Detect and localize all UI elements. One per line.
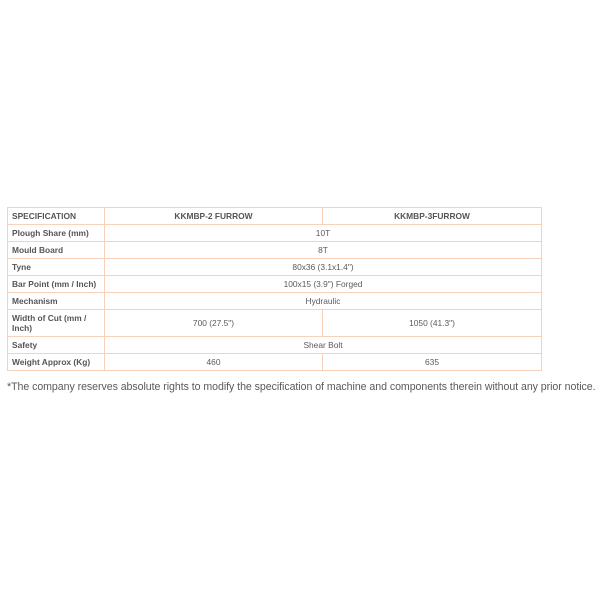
model-header-2-furrow: KKMBP-2 FURROW <box>105 208 323 225</box>
table-row <box>8 354 542 371</box>
table-row <box>8 259 542 276</box>
table-row <box>8 276 542 293</box>
row-label-bar-point: Bar Point (mm / Inch) <box>8 276 105 293</box>
value-mould-board: 8T <box>105 242 542 259</box>
value-tyne: 80x36 (3.1x1.4") <box>105 259 542 276</box>
value-width-of-cut-2-furrow: 700 (27.5") <box>105 310 323 337</box>
value-weight-2-furrow: 460 <box>105 354 323 371</box>
table-header-row <box>8 208 542 225</box>
specification-table <box>7 207 542 371</box>
row-label-tyne: Tyne <box>8 259 105 276</box>
table-row <box>8 242 542 259</box>
specification-header: SPECIFICATION <box>8 208 105 225</box>
row-label-width-of-cut: Width of Cut (mm / Inch) <box>8 310 105 337</box>
value-plough-share: 10T <box>105 225 542 242</box>
row-label-mould-board: Mould Board <box>8 242 105 259</box>
table-row <box>8 310 542 337</box>
value-safety: Shear Bolt <box>105 337 542 354</box>
table-row <box>8 337 542 354</box>
table-row <box>8 293 542 310</box>
disclaimer-note: *The company reserves absolute rights to modify the specification of machine and components therein without any prior notice. <box>7 381 596 393</box>
model-header-3-furrow: KKMBP-3FURROW <box>323 208 542 225</box>
value-weight-3-furrow: 635 <box>323 354 542 371</box>
row-label-plough-share: Plough Share (mm) <box>8 225 105 242</box>
table-row <box>8 225 542 242</box>
row-label-weight: Weight Approx (Kg) <box>8 354 105 371</box>
row-label-safety: Safety <box>8 337 105 354</box>
value-width-of-cut-3-furrow: 1050 (41.3") <box>323 310 542 337</box>
value-mechanism: Hydraulic <box>105 293 542 310</box>
row-label-mechanism: Mechanism <box>8 293 105 310</box>
value-bar-point: 100x15 (3.9") Forged <box>105 276 542 293</box>
